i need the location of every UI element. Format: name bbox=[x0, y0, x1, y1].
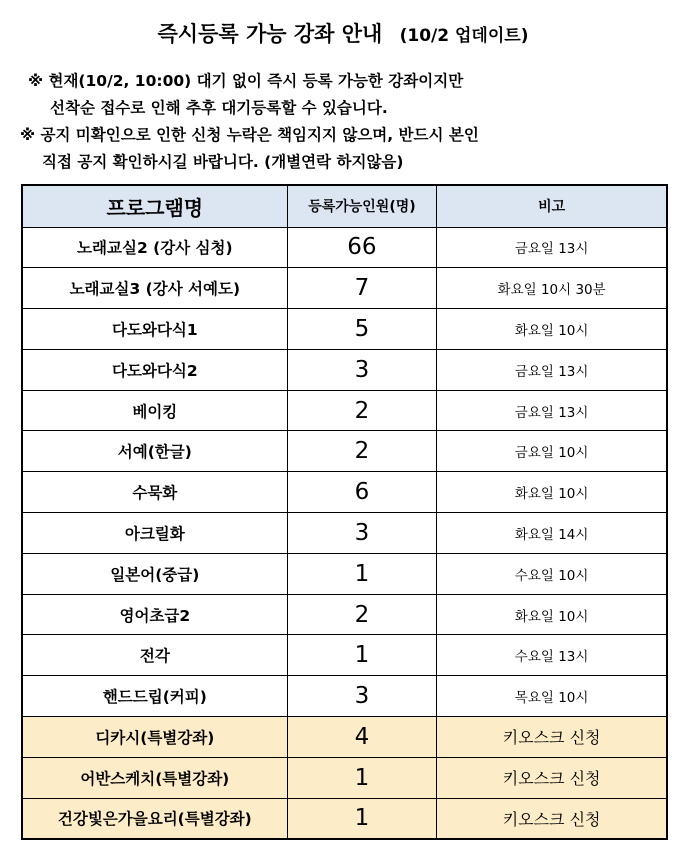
available-count-cell: 1 bbox=[287, 635, 437, 676]
table-row bbox=[22, 635, 667, 676]
available-count-cell: 4 bbox=[287, 717, 437, 758]
program-name-cell: 서예(한글) bbox=[22, 431, 287, 472]
available-count-cell: 3 bbox=[287, 349, 437, 390]
note-cell: 키오스크 신청 bbox=[437, 757, 667, 798]
table-row bbox=[22, 757, 667, 798]
note-cell: 수요일 10시 bbox=[437, 553, 667, 594]
available-count-cell: 6 bbox=[287, 472, 437, 513]
note-cell: 화요일 10시 bbox=[437, 309, 667, 350]
program-name-cell: 다도와다식2 bbox=[22, 349, 287, 390]
notice-2-line-2: 직접 공지 확인하시길 바랍니다. (개별연락 하지않음) bbox=[42, 153, 404, 171]
note-cell: 금요일 13시 bbox=[437, 227, 667, 268]
program-name-cell: 노래교실2 (강사 심청) bbox=[22, 227, 287, 268]
table-row bbox=[22, 431, 667, 472]
program-name-cell: 다도와다식1 bbox=[22, 309, 287, 350]
program-name-cell: 수묵화 bbox=[22, 472, 287, 513]
available-count-cell: 3 bbox=[287, 513, 437, 554]
program-name-cell: 어반스케치(특별강좌) bbox=[22, 757, 287, 798]
header-available-count: 등록가능인원(명) bbox=[287, 185, 437, 227]
program-name-cell: 핸드드립(커피) bbox=[22, 676, 287, 717]
table-row bbox=[22, 227, 667, 268]
available-count-cell: 2 bbox=[287, 431, 437, 472]
available-count-cell: 66 bbox=[287, 227, 437, 268]
table-row bbox=[22, 717, 667, 758]
table-row bbox=[22, 309, 667, 350]
note-cell: 화요일 10시 bbox=[437, 594, 667, 635]
header-program-name: 프로그램명 bbox=[22, 185, 287, 227]
available-count-cell: 1 bbox=[287, 798, 437, 839]
table-row bbox=[22, 349, 667, 390]
table-header-row bbox=[22, 185, 667, 227]
note-cell: 금요일 13시 bbox=[437, 390, 667, 431]
title-update-date: (10/2 업데이트) bbox=[399, 26, 529, 46]
note-cell: 수요일 13시 bbox=[437, 635, 667, 676]
page-title bbox=[0, 18, 686, 48]
program-name-cell: 건강빛은가을요리(특별강좌) bbox=[22, 798, 287, 839]
program-name-cell: 노래교실3 (강사 서예도) bbox=[22, 268, 287, 309]
available-count-cell: 1 bbox=[287, 757, 437, 798]
table-row bbox=[22, 513, 667, 554]
program-name-cell: 베이킹 bbox=[22, 390, 287, 431]
title-text: 즉시등록 가능 강좌 안내 bbox=[157, 22, 383, 46]
table-row bbox=[22, 676, 667, 717]
note-cell: 화요일 14시 bbox=[437, 513, 667, 554]
table-row bbox=[22, 472, 667, 513]
notice-1 bbox=[28, 68, 668, 122]
available-count-cell: 7 bbox=[287, 268, 437, 309]
available-count-cell: 2 bbox=[287, 390, 437, 431]
program-name-cell: 디카시(특별강좌) bbox=[22, 717, 287, 758]
course-table bbox=[21, 184, 668, 840]
available-count-cell: 2 bbox=[287, 594, 437, 635]
program-name-cell: 아크릴화 bbox=[22, 513, 287, 554]
available-count-cell: 5 bbox=[287, 309, 437, 350]
notice-2-line-1: ※ 공지 미확인으로 인한 신청 누락은 책임지지 않으며, 반드시 본인 bbox=[20, 126, 479, 144]
note-cell: 금요일 13시 bbox=[437, 349, 667, 390]
notice-2 bbox=[20, 122, 668, 176]
table-row bbox=[22, 798, 667, 839]
table-row bbox=[22, 553, 667, 594]
note-cell: 키오스크 신청 bbox=[437, 798, 667, 839]
table-row bbox=[22, 268, 667, 309]
program-name-cell: 영어초급2 bbox=[22, 594, 287, 635]
table-row bbox=[22, 390, 667, 431]
available-count-cell: 3 bbox=[287, 676, 437, 717]
note-cell: 화요일 10시 bbox=[437, 472, 667, 513]
note-cell: 화요일 10시 30분 bbox=[437, 268, 667, 309]
note-cell: 키오스크 신청 bbox=[437, 717, 667, 758]
available-count-cell: 1 bbox=[287, 553, 437, 594]
notice-1-line-2: 선착순 접수로 인해 추후 대기등록할 수 있습니다. bbox=[50, 99, 388, 117]
note-cell: 목요일 10시 bbox=[437, 676, 667, 717]
note-cell: 금요일 10시 bbox=[437, 431, 667, 472]
table-body bbox=[22, 227, 667, 839]
header-note: 비고 bbox=[437, 185, 667, 227]
program-name-cell: 전각 bbox=[22, 635, 287, 676]
notice-1-line-1: ※ 현재(10/2, 10:00) 대기 없이 즉시 등록 가능한 강좌이지만 bbox=[28, 72, 464, 90]
notice-section bbox=[20, 68, 668, 176]
table-row bbox=[22, 594, 667, 635]
program-name-cell: 일본어(중급) bbox=[22, 553, 287, 594]
